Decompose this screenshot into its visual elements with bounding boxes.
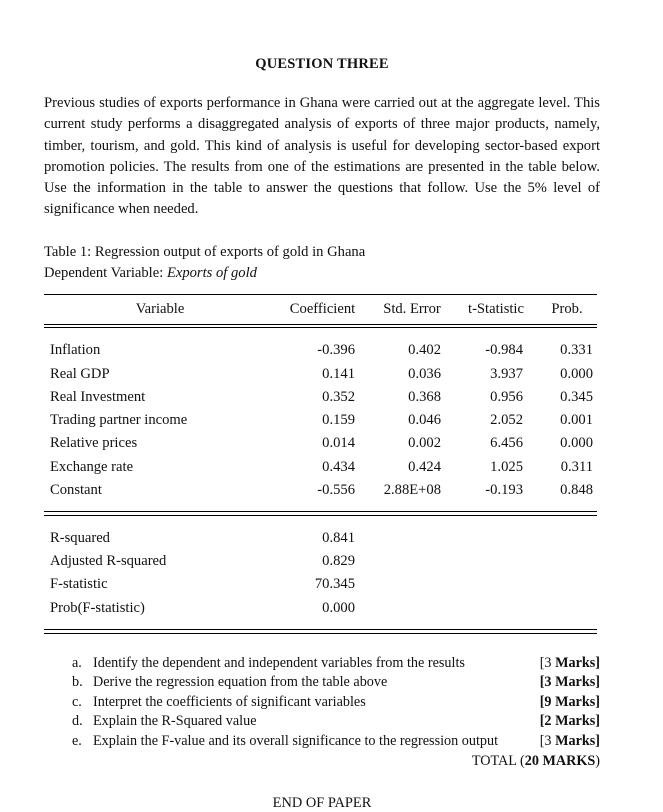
cell-variable: Relative prices — [50, 435, 138, 452]
statistic-value: 0.841 — [322, 529, 355, 546]
statistic-row — [44, 527, 597, 550]
table-row — [44, 479, 597, 502]
cell-prob: 0.848 — [560, 481, 593, 498]
statistic-row — [44, 550, 597, 573]
statistic-label: Adjusted R-squared — [50, 553, 167, 570]
cell-t-statistic: 0.956 — [490, 388, 523, 405]
regression-output-table — [44, 294, 597, 634]
total-suffix: ) — [595, 752, 600, 769]
table-spacer — [44, 515, 597, 527]
cell-std-error: 0.036 — [408, 365, 441, 382]
cell-t-statistic: 1.025 — [490, 458, 523, 475]
cell-variable: Real GDP — [50, 365, 110, 382]
cell-coefficient: 0.159 — [322, 412, 355, 429]
list-item — [44, 732, 600, 752]
cell-coefficient: 0.141 — [322, 365, 355, 382]
cell-variable: Exchange rate — [50, 458, 134, 475]
end-of-paper-note: END OF PAPER — [272, 795, 372, 812]
question-marks — [540, 732, 600, 752]
cell-coefficient: 0.352 — [322, 388, 355, 405]
dependent-variable-value: Exports of gold — [166, 265, 257, 282]
table-spacer — [44, 328, 597, 340]
total-bold: 20 MARKS — [524, 752, 596, 769]
cell-prob: 0.331 — [560, 342, 593, 359]
cell-prob: 0.311 — [560, 458, 593, 475]
marks-prefix: [3 — [539, 733, 556, 750]
total-prefix: TOTAL ( — [471, 752, 525, 769]
questions-list — [44, 654, 600, 752]
table-row — [44, 363, 597, 386]
cell-variable: Inflation — [50, 342, 101, 359]
cell-variable: Trading partner income — [50, 412, 188, 429]
question-text: Explain the F-value and its overall significance to the regression output — [93, 733, 499, 750]
marks-prefix: [3 — [539, 654, 556, 671]
table-row — [44, 456, 597, 479]
document-content — [44, 56, 600, 812]
cell-t-statistic: -0.193 — [485, 481, 523, 498]
statistic-row — [44, 597, 597, 620]
cell-coefficient: 0.014 — [322, 435, 355, 452]
cell-t-statistic: 6.456 — [490, 435, 523, 452]
cell-std-error: 0.002 — [408, 435, 441, 452]
marks-bold: Marks] — [555, 733, 600, 750]
table-spacer — [44, 620, 597, 630]
cell-coefficient: -0.396 — [317, 342, 355, 359]
dependent-variable-line — [44, 263, 600, 285]
table-header-row — [44, 295, 597, 325]
cell-prob: 0.345 — [560, 388, 593, 405]
statistic-label: Prob(F-statistic) — [50, 599, 145, 616]
table-row — [44, 409, 597, 432]
column-header-prob: Prob. — [551, 300, 583, 317]
marks-bold: [9 Marks] — [539, 693, 600, 710]
table-bottom-double-rule — [44, 630, 597, 634]
question-text: Interpret the coefficients of significant variables — [93, 693, 366, 710]
question-letter: c. — [72, 693, 82, 710]
cell-variable: Real Investment — [50, 388, 146, 405]
cell-std-error: 0.046 — [408, 412, 441, 429]
question-letter: b. — [72, 674, 83, 691]
table-caption: Table 1: Regression output of exports of gold in Ghana — [44, 243, 366, 260]
cell-variable: Constant — [50, 481, 102, 498]
total-marks-line — [44, 752, 600, 772]
column-header-t-statistic: t-Statistic — [468, 300, 524, 317]
question-marks — [540, 712, 600, 732]
marks-bold: [2 Marks] — [539, 713, 600, 730]
marks-bold: [3 Marks] — [539, 674, 600, 691]
table-spacer — [44, 502, 597, 512]
cell-coefficient: -0.556 — [317, 481, 355, 498]
intro-paragraph: Previous studies of exports performance in Ghana were carried out at the aggregate level. This current study performs a disaggregated analysis of exports of three major products, namely, timber, tourism, and gold. This kind of analysis is useful for developing sector-based export promotion policies. The results from one of the estimations are presented in the table below. Use the information in the table to answer the questions that follow. Use the 5% level of significance when needed. — [44, 95, 600, 218]
list-item — [44, 693, 600, 713]
statistic-label: F-statistic — [50, 576, 108, 593]
page-title: QUESTION THREE — [255, 56, 389, 72]
cell-prob: 0.000 — [560, 435, 593, 452]
question-text: Identify the dependent and independent variables from the results — [93, 654, 465, 671]
cell-t-statistic: 3.937 — [490, 365, 523, 382]
cell-std-error: 0.368 — [408, 388, 441, 405]
list-item — [44, 673, 600, 693]
cell-std-error: 2.88E+08 — [383, 481, 441, 498]
statistic-row — [44, 574, 597, 597]
cell-std-error: 0.402 — [408, 342, 441, 359]
cell-prob: 0.001 — [560, 412, 593, 429]
table-row — [44, 433, 597, 456]
cell-t-statistic: -0.984 — [485, 342, 523, 359]
column-header-coefficient: Coefficient — [289, 300, 356, 317]
column-header-std-error: Std. Error — [383, 300, 441, 317]
question-letter: d. — [72, 713, 83, 730]
table-row — [44, 386, 597, 409]
cell-std-error: 0.424 — [408, 458, 441, 475]
statistic-value: 70.345 — [314, 576, 355, 593]
question-marks — [540, 654, 600, 674]
column-header-variable: Variable — [135, 300, 185, 317]
marks-bold: Marks] — [555, 654, 600, 671]
table-row — [44, 339, 597, 362]
question-letter: a. — [72, 654, 82, 671]
cell-t-statistic: 2.052 — [490, 412, 523, 429]
statistic-value: 0.829 — [322, 553, 355, 570]
question-letter: e. — [72, 733, 82, 750]
list-item — [44, 712, 600, 732]
cell-coefficient: 0.434 — [322, 458, 355, 475]
question-marks — [540, 693, 600, 713]
list-item — [44, 654, 600, 674]
dependent-variable-label: Dependent Variable: — [44, 265, 164, 282]
cell-prob: 0.000 — [560, 365, 593, 382]
statistic-value: 0.000 — [322, 599, 355, 616]
question-text: Derive the regression equation from the table above — [93, 674, 388, 691]
question-marks — [540, 673, 600, 693]
statistic-label: R-squared — [50, 529, 110, 546]
question-text: Explain the R-Squared value — [93, 713, 257, 730]
